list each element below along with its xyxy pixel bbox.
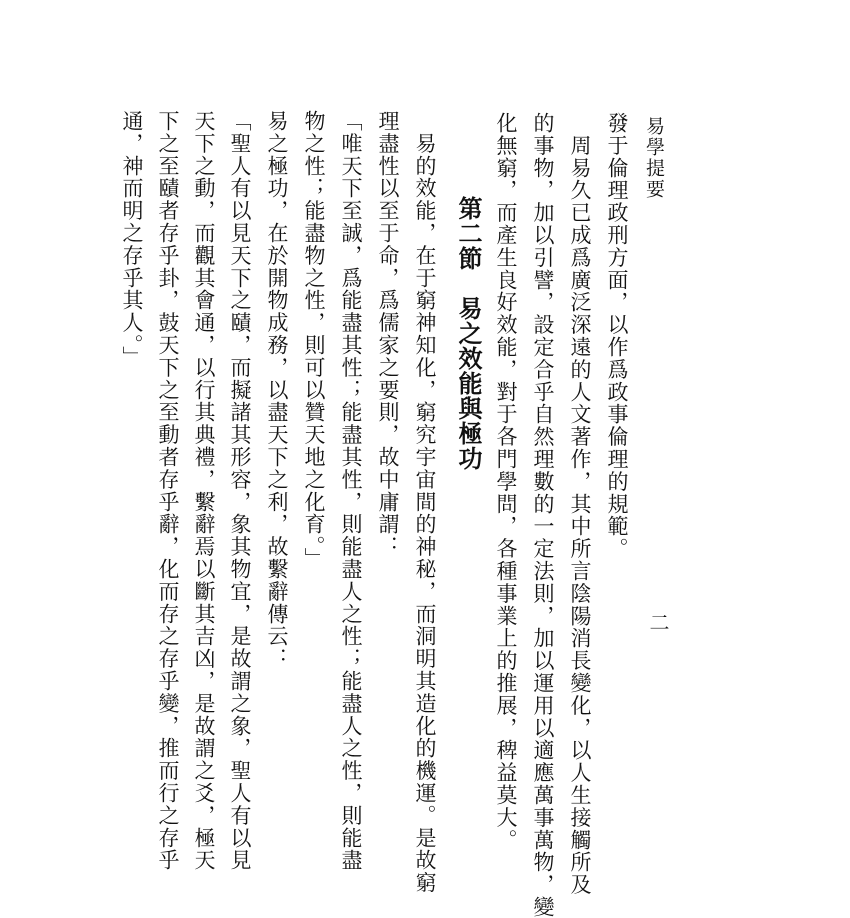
text-line-7: 易之極功，在於開物成務，以盡天下之利，故繫辭傳云：: [265, 110, 289, 670]
quote-line-4: 天下之動，而觀其會通，以行其典禮，繫辭焉以斷其吉凶，是故謂之爻，極天: [192, 110, 216, 872]
quote-line-5: 下之至賾者存乎卦，鼓天下之至動者存乎辭，化而存之存乎變，推而行之存乎: [156, 110, 180, 872]
text-line-4: 化無窮，而產生良好效能，對于各門學問，各種事業上的推展，稗益莫大。: [494, 112, 518, 852]
page-number: 二: [646, 612, 670, 634]
text-line-1: 發于倫理政刑方面，以作爲政事倫理的規範。: [605, 112, 629, 560]
quote-line-6: 通，神而明之存乎其人。」: [120, 110, 144, 369]
text-line-2: 周易久已成爲廣泛深遠的人文著作，其中所言陰陽消長變化，以人生接觸所及: [568, 112, 592, 896]
text-line-3: 的事物，加以引譬，設定合乎自然理數的一定法則，加以運用以適應萬事萬物，變: [531, 112, 555, 918]
section-heading: 第二節 易之效能與極功: [454, 196, 482, 471]
quote-line-1: 「唯天下至誠，爲能盡其性；能盡其性，則能盡人之性；能盡人之性，則能盡: [339, 110, 363, 872]
running-head: 易學提要: [643, 116, 665, 200]
text-line-5: 易的效能，在于窮神知化，窮究宇宙間的神秘，而洞明其造化的機運。是故窮: [413, 110, 437, 894]
quote-line-3: 「聖人有以見天下之賾，而擬諸其形容，象其物宜，是故謂之象，聖人有以見: [228, 110, 252, 872]
quote-line-2: 物之性；能盡物之性，則可以贊天地之化育。」: [302, 110, 326, 570]
text-line-6: 理盡性以至于命，爲儒家之要則，故中庸謂：: [376, 110, 400, 558]
